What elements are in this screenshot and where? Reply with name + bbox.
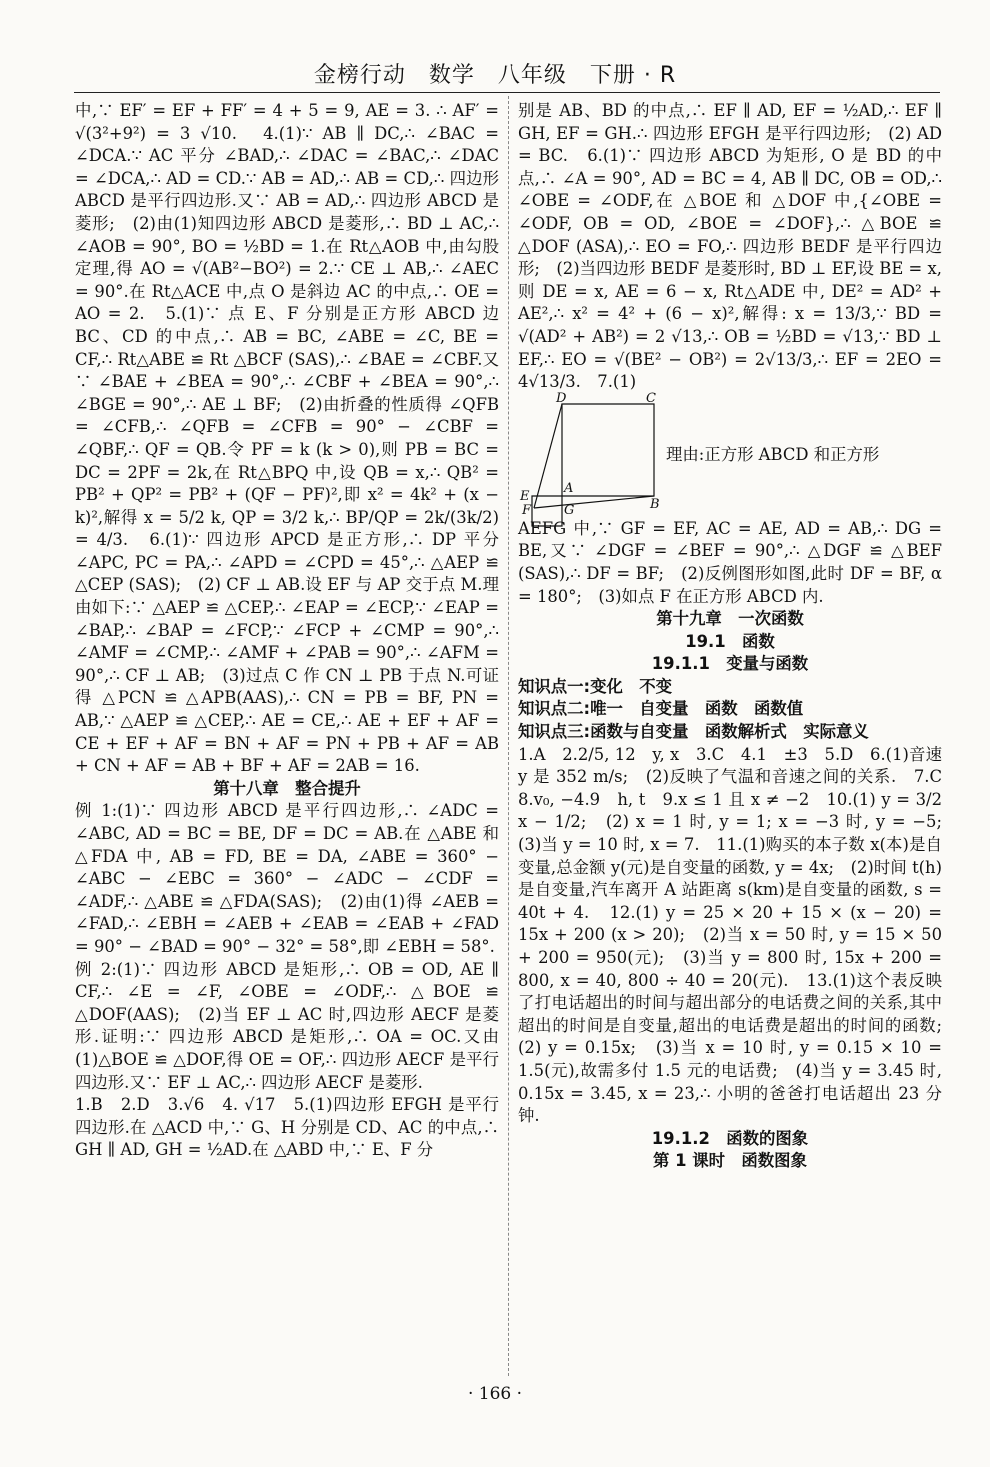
answer-paragraph: 中,∵ EF′ = EF + FF′ = 4 + 5 = 9, AE = 3. ∴ AF′ = √(3²+9²) = 3 √10. 4.(1)∵ AB ∥ DC,∴ ∠BAC = ∠DCA.∵ AC 平分 ∠BAD,∴ ∠DAC = ∠BAC,∴ ∠DAC = ∠DCA,∴ AD = CD.∵ AB = AD,∴ AB = CD,∴ 四边形 ABCD 是平行四边形.又∵ AB = AD,∴ 四边形 ABCD 是菱形; (2)由(1)知四边形 ABCD 是菱形,∴ BD ⊥ AC,∴ ∠AOB = 90°, BO = ½BD = 1.在 Rt△AOB 中,由勾股定理,得 AO = √(AB²−BO²) = 2.∵ CE ⊥ AB,∴ ∠AEC = 90°.在 Rt△ACE 中,点 O 是斜边 AC 的中点,∴ OE = AO = 2. 5.(1)∵ 点 E、F 分别是正方形 ABCD 边 BC、CD 的中点,∴ AB = BC, ∠ABE = ∠C, BE = CF,∴ Rt△ABE ≌ Rt △BCF (SAS),∴ ∠BAE = ∠CBF.又∵ ∠BAE + ∠BEA = 90°,∴ ∠CBF + ∠BEA = 90°,∴ ∠BGE = 90°,∴ AE ⊥ BF; (2)由折叠的性质得 ∠QFB = ∠CFB,∴ ∠QFB = ∠CFB = 90° − ∠CBF = ∠QBF,∴ QF = QB.令 PF = k (k > 0),则 PB = BC = DC = 2PF = 2k,在 Rt△BPQ 中,设 QB = x,∴ QB² = PB² + QP² = PB² + (QF − PF)²,即 x² = 4k² + (x − k)²,解得 x = 5/2 k, QP = 3/2 k,∴ BP/QP = 2k/(3k/2) = 4/3. 6.(1)∵ 四边形 APCD 是正方形,∴ DP 平分 ∠APC, PC = PA,∴ ∠APD = ∠CPD = 45°,∴ △AEP ≌ △CEP (SAS); (2) CF ⊥ AB.设 EF 与 AP 交于点 M.理由如下:∵ △AEP ≌ △CEP,∴ ∠EAP = ∠ECP,∵ ∠EAP = ∠BAP,∴ ∠BAP = ∠FCP,∵ ∠FCP + ∠CMP = 90°,∴ ∠AMF = ∠CMP,∴ ∠AMF + ∠PAB = 90°,∴ ∠AFM = 90°,∴ CF ⊥ AB; (3)过点 C 作 CN ⊥ PB 于点 N.可证得 △PCN ≌ △APB(AAS),∴ CN = PB = BF, PN = AB,∵ △AEP ≌ △CEP,∴ AE = CE,∴ AE + EF + AF = CE + EF + AF = BN + AF = PN + PB + AF = AB + CN + AF = AB + BF + AF = 2AB = 16. [75,101,499,776]
left-column [75,100,499,1162]
header-rule [74,92,940,93]
label-e: E [520,488,530,504]
subsection-title: 19.1.1 变量与函数 [651,654,809,674]
answer-paragraph: 1.A 2.2/5, 12 y, x 3.C 4.1 ±3 5.D 6.(1)音速 y 是 352 m/s; (2)反映了气温和音速之间的关系. 7.C 8.v₀, −4.9 h, t 9.x ≤ 1 且 x ≠ −2 10.(1) y = 3/2 x − 1/2; (2) x = 1 时, y = 1; x = −3 时, y = −5; (3)当 y = 10 时, x = 7. 11.(1)购买的本子数 x(本)是自变量,总金额 y(元)是自变量的函数, y = 4x; (2)时间 t(h)是自变量,汽车离开 A 站距离 s(km)是自变量的函数, s = 40t + 4. 12.(1) y = 25 × 20 + 15 × (x − 20) = 15x + 200 (x > 20); (2)当 x = 50 时, y = 15 × 50 + 200 = 950(元); (3)当 y = 800 时, 15x + 200 = 800, x = 40, 800 ÷ 40 = 20(元). 13.(1)这个表反映了打电话超出的时间与超出部分的电话费之间的关系,其中超出的时间是自变量,超出的电话费是超出的时间的函数; (2) y = 0.15x; (3)当 x = 10 时, y = 0.15 × 10 = 1.5(元),故需多付 1.5 元的电话费; (4)当 y = 3.45 时, 0.15x = 3.45, x = 23,∴ 小明的爸爸打电话超出 23 分钟. [518,744,959,1126]
lesson-title: 第 1 课时 函数图象 [653,1151,807,1171]
geometry-figure-block [518,390,942,518]
section-title: 19.1 函数 [685,631,775,651]
knowledge-point-2: 知识点二:唯一 自变量 函数 函数值 [518,699,804,719]
label-f: F [522,502,532,518]
answer-paragraph: 1.B 2.D 3.√6 4. √17 5.(1)四边形 EFGH 是平行四边形.在 △ACD 中,∵ G、H 分别是 CD、AC 的中点,∴ GH ∥ AD, GH = ½AD.在 △ABD 中,∵ E、F 分 [75,1095,499,1160]
chapter-title: 第十九章 一次函数 [656,609,804,629]
label-b: B [650,496,660,512]
right-column [518,100,959,1173]
segment-df [534,404,562,508]
segment-fb [534,496,654,508]
chapter-summary-title: 第十八章 整合提升 [213,778,361,798]
square-figure-diagram [518,390,660,518]
answer-paragraph: 别是 AB、BD 的中点,∴ EF ∥ AD, EF = ½AD,∴ EF ∥ GH, EF = GH.∴ 四边形 EFGH 是平行四边形; (2) AD = BC. 6.(1)∵ 四边形 ABCD 为矩形, O 是 BD 的中点,∴ ∠A = 90°, AD = BC = 4, AB ∥ DC, OB = OD,∴ ∠OBE = ∠ODF,在 △BOE 和 △DOF 中,{∠OBE = ∠ODF, OB = OD, ∠BOE = ∠DOF},∴ △BOE ≌ △DOF (ASA),∴ EO = FO,∴ 四边形 BEDF 是平行四边形; (2)当四边形 BEDF 是菱形时, BD ⊥ EF,设 BE = x,则 DE = x, AE = 6 − x, Rt△ADE 中, DE² = AD² + AE²,∴ x² = 4² + (6 − x)²,解得: x = 13/3,∵ BD = √(AD² + AB²) = 2 √13,∴ OB = ½BD = √13,∵ BD ⊥ EF,∴ EO = √(BE² − OB²) = 2√13/3,∴ EF = 2EO = 4√13/3. 7.(1) [518,101,942,392]
square-abcd [562,404,654,496]
knowledge-point-1: 知识点一:变化 不变 [518,676,673,696]
label-c: C [646,390,656,406]
answer-paragraph: AEFG 中,∵ GF = EF, AC = AE, AD = AB,∴ DG = BE,又∵ ∠DGF = ∠BEF = 90°,∴ △DGF ≌ △BEF (SAS),∴ DF = BF; (2)反例图形如图,此时 DF = BF, α = 180°; (3)如点 F 在正方形 ABCD 内. [518,518,942,606]
subsection-title-2: 19.1.2 函数的图象 [651,1128,809,1148]
label-g: G [564,502,575,518]
label-a: A [564,480,574,496]
figure-caption: 理由:正方形 ABCD 和正方形 [666,445,880,465]
label-d: D [556,390,567,406]
page-number: · 166 · [467,1384,523,1404]
page-header: 金榜行动 数学 八年级 下册 · R [313,63,677,88]
example-2: 例 2:(1)∵ 四边形 ABCD 是矩形,∴ OB = OD, AE ∥ CF,∴ ∠E = ∠F, ∠OBE = ∠ODF,∴ △BOE ≌ △DOF(AAS); (2)当 EF ⊥ AC 时,四边形 AECF 是菱形.证明:∵ 四边形 ABCD 是矩形,∴ OA = OC.又由(1)△BOE ≌ △DOF,得 OE = OF,∴ 四边形 AECF 是平行四边形.又∵ EF ⊥ AC,∴ 四边形 AECF 是菱形. [75,959,499,1092]
column-divider [508,96,509,1376]
example-1: 例 1:(1)∵ 四边形 ABCD 是平行四边形,∴ ∠ADC = ∠ABC, AD = BC = BE, DF = DC = AB.在 △ABE 和 △FDA 中, AB = FD, BE = DA, ∠ABE = 360° − ∠ABC − ∠EBC = 360° − ∠ADC − ∠CDF = ∠ADF,∴ △ABE ≌ △FDA(SAS); (2)由(1)得 ∠AEB = ∠FAD,∴ ∠EBH = ∠AEB + ∠EAB = ∠EAB + ∠FAD = 90° − ∠BAD = 90° − 32° = 58°,即 ∠EBH = 58°. [75,801,499,956]
knowledge-point-3: 知识点三:函数与自变量 函数解析式 实际意义 [518,722,869,742]
